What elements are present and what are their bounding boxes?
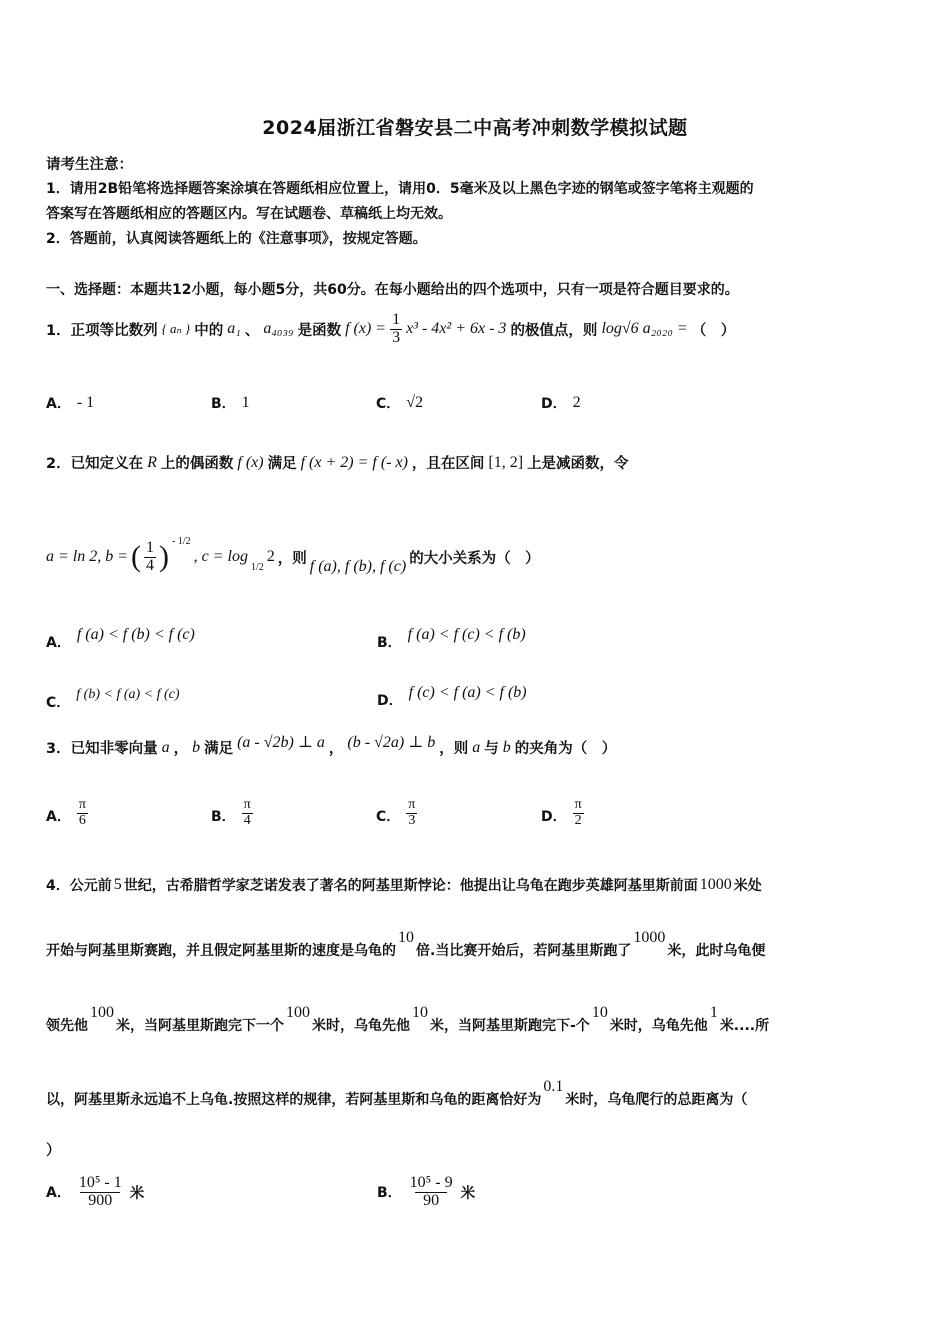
q4-n1: 1 bbox=[709, 1004, 718, 1021]
q4-l4-text-b: 米时，乌龟爬行的总距离为（ bbox=[565, 1092, 748, 1108]
q4-option-a-label: A． bbox=[46, 1185, 71, 1202]
q4-n1000b: 1000 bbox=[633, 929, 666, 946]
q2-log-base: 1/2 bbox=[251, 561, 264, 573]
q4-option-b-num: 10⁵ - 9 bbox=[409, 1174, 453, 1191]
q2-quarter-den: 4 bbox=[146, 556, 155, 574]
q3-option-c-num: π bbox=[408, 797, 416, 812]
q1-option-d[interactable] bbox=[541, 393, 706, 413]
q1-frac-den: 3 bbox=[392, 328, 401, 346]
q2-text-3: 满足 bbox=[267, 456, 297, 472]
q3-option-b-den: 4 bbox=[243, 812, 251, 828]
question-1 bbox=[46, 312, 735, 347]
q3-vector-b-2: b bbox=[502, 738, 511, 756]
q4-l3-text-b: 米，当阿基里斯跑完下一个 bbox=[116, 1018, 284, 1034]
q2-condition: f (x + 2) = f (- x) bbox=[300, 453, 408, 471]
q3-text-2: 满足 bbox=[204, 741, 234, 757]
q2-text-2: 上的偶函数 bbox=[160, 456, 234, 472]
q4-l3-text-c: 米时，乌龟先他 bbox=[312, 1018, 410, 1034]
q4-l2-text-a: 开始与阿基里斯赛跑，并且假定阿基里斯的速度是乌龟的 bbox=[46, 943, 396, 959]
q4-l2-text-c: 米，此时乌龟便 bbox=[667, 943, 766, 959]
q4-n100a: 100 bbox=[90, 1004, 114, 1021]
question-3 bbox=[46, 733, 617, 758]
q1-text-1: 1．正项等比数列 bbox=[46, 322, 158, 339]
q1-option-b-value: 1 bbox=[241, 394, 250, 411]
q4-option-b-unit: 米 bbox=[460, 1185, 476, 1202]
q4-option-a-frac bbox=[77, 1175, 124, 1210]
q4-option-b-frac bbox=[408, 1175, 455, 1210]
q4-n10c: 10 bbox=[591, 1004, 608, 1021]
q1-frac-num: 1 bbox=[392, 311, 401, 328]
q2-option-d[interactable] bbox=[377, 676, 527, 710]
section-heading: 一、选择题：本题共12小题，每小题5分，共60分。在每小题给出的四个选项中，只有一项是符合题目要求的。 bbox=[46, 282, 739, 298]
q4-l1-text-a: 4．公元前 bbox=[46, 878, 112, 894]
q3-option-d-num: π bbox=[574, 797, 582, 812]
q3-option-b[interactable] bbox=[211, 798, 376, 828]
q4-n10b: 10 bbox=[412, 1004, 428, 1021]
q4-line-1 bbox=[46, 875, 762, 895]
q4-line-2 bbox=[46, 929, 766, 960]
q1-option-a[interactable] bbox=[46, 393, 211, 413]
q1-log: log√6 a₂₀₂₀ = bbox=[601, 320, 688, 338]
q3-vector-b: b bbox=[192, 738, 201, 756]
q1-option-c-value: √2 bbox=[406, 394, 424, 411]
q2-option-a-label: A． bbox=[46, 635, 71, 651]
q2-text-5: 上是减函数，令 bbox=[527, 456, 629, 472]
q4-l2-text-b: 倍.当比赛开始后，若阿基里斯跑了 bbox=[416, 943, 632, 959]
notice-line-3: 2．答题前，认真阅读答题纸上的《注意事项》，按规定答题。 bbox=[46, 231, 427, 247]
q1-option-d-value: 2 bbox=[572, 394, 581, 411]
q2-fs: f (a), f (b), f (c) bbox=[309, 558, 407, 576]
q1-option-c[interactable] bbox=[376, 393, 541, 413]
question-2 bbox=[46, 452, 629, 473]
q2-option-d-value: f (c) < f (a) < f (b) bbox=[408, 684, 527, 701]
q1-option-d-label: D． bbox=[541, 396, 567, 412]
q4-option-b-den: 90 bbox=[415, 1192, 447, 1210]
q4-l3-text-d: 米，当阿基里斯跑完下-个 bbox=[430, 1018, 590, 1034]
q2-fx: f (x) bbox=[237, 453, 264, 471]
q4-n1000a: 1000 bbox=[699, 876, 732, 893]
q4-option-a-unit: 米 bbox=[129, 1185, 145, 1202]
q2-interval: [1, 2] bbox=[488, 453, 524, 471]
q2-exponent: - 1/2 bbox=[172, 535, 191, 547]
q3-condition-2: (b - √2a) ⊥ b bbox=[347, 733, 436, 751]
q3-option-d[interactable] bbox=[541, 798, 706, 828]
q2-option-b-label: B． bbox=[377, 635, 402, 651]
q4-option-a-num: 10⁵ - 1 bbox=[78, 1174, 122, 1191]
q2-text-4: ，且在区间 bbox=[411, 456, 485, 472]
q4-line-3 bbox=[46, 1004, 770, 1035]
notice-line-1: 1．请用2B铅笔将选择题答案涂填在答题纸相应位置上，请用0．5毫米及以上黑色字迹的钢笔或签字笔将主观题的 bbox=[46, 181, 754, 197]
q2-paren-close: ) bbox=[159, 540, 170, 574]
q1-fraction bbox=[390, 312, 402, 347]
q3-option-c-den: 3 bbox=[408, 812, 416, 828]
q2-option-c[interactable] bbox=[46, 678, 180, 712]
q3-option-b-label: B． bbox=[211, 809, 236, 826]
q4-l3-text-f: 米....所 bbox=[719, 1018, 770, 1034]
q3-option-d-label: D． bbox=[541, 809, 567, 826]
q1-option-b[interactable] bbox=[211, 393, 376, 413]
q2-option-d-label: D． bbox=[377, 693, 403, 709]
q2-abc-c: , c = log bbox=[193, 548, 248, 566]
q2-quarter-num: 1 bbox=[146, 539, 155, 556]
q2-option-c-value: f (b) < f (a) < f (c) bbox=[76, 687, 180, 702]
q1-option-b-label: B． bbox=[211, 396, 236, 412]
q4-line-4 bbox=[46, 1078, 748, 1109]
q3-option-b-frac bbox=[242, 798, 253, 828]
q3-option-a-frac bbox=[77, 798, 88, 828]
q2-abc-line bbox=[46, 535, 540, 576]
q3-options bbox=[46, 798, 706, 828]
q2-text-1: 2．已知定义在 bbox=[46, 456, 144, 472]
q1-func-rhs: x³ - 4x² + 6x - 3 bbox=[406, 320, 507, 338]
q4-n100b: 100 bbox=[286, 1004, 310, 1021]
notice-line-2: 答案写在答题纸相应的答题区内。写在试题卷、草稿纸上均无效。 bbox=[46, 206, 452, 222]
q3-option-a-label: A． bbox=[46, 809, 71, 826]
q4-option-b[interactable] bbox=[377, 1175, 475, 1210]
q1-text-5: （ ） bbox=[691, 322, 736, 339]
q4-n10a: 10 bbox=[398, 929, 414, 946]
q2-text-7: 的大小关系为（ ） bbox=[409, 550, 540, 567]
q3-option-d-frac bbox=[573, 798, 584, 828]
q1-options bbox=[46, 393, 706, 413]
q2-option-a[interactable] bbox=[46, 618, 195, 652]
q1-text-3: 是函数 bbox=[297, 322, 342, 339]
q2-paren-open: ( bbox=[131, 540, 142, 574]
q3-text-4: 与 bbox=[484, 741, 499, 757]
q3-option-c-frac bbox=[406, 798, 417, 828]
q4-option-a-den: 900 bbox=[80, 1192, 120, 1210]
q2-option-c-label: C． bbox=[46, 695, 71, 711]
q3-option-b-num: π bbox=[243, 797, 251, 812]
q4-l4-text-a: 以，阿基里斯永远追不上乌龟.按照这样的规律，若阿基里斯和乌龟的距离恰好为 bbox=[46, 1092, 542, 1108]
q1-option-a-label: A． bbox=[46, 396, 71, 412]
q4-l3-text-e: 米时，乌龟先他 bbox=[609, 1018, 708, 1034]
q1-text-2: 中的 bbox=[194, 322, 224, 339]
q2-option-b[interactable] bbox=[377, 618, 526, 652]
q2-text-6: ，则 bbox=[277, 550, 307, 567]
q1-option-a-value: - 1 bbox=[76, 394, 95, 411]
q3-comma-2: ， bbox=[328, 741, 344, 757]
q3-vector-a-2: a bbox=[472, 738, 481, 756]
q3-option-a-den: 6 bbox=[78, 812, 86, 828]
q4-option-b-label: B． bbox=[377, 1185, 402, 1202]
q3-comma: ， bbox=[173, 741, 189, 757]
q3-vector-a: a bbox=[161, 738, 170, 756]
q2-log-arg: 2 bbox=[266, 548, 275, 566]
q4-option-a[interactable] bbox=[46, 1175, 144, 1210]
q2-quarter bbox=[144, 540, 156, 575]
q3-option-a[interactable] bbox=[46, 798, 211, 828]
q4-n01: 0.1 bbox=[543, 1078, 564, 1095]
q4-l1-text-c: 米处 bbox=[733, 878, 762, 894]
q4-n5: 5 bbox=[113, 876, 122, 893]
q2-R: R bbox=[147, 453, 157, 471]
q1-sep: 、 bbox=[244, 322, 260, 339]
q3-text-1: 3．已知非零向量 bbox=[46, 741, 158, 757]
page-title: 2024届浙江省磐安县二中高考冲刺数学模拟试题 bbox=[262, 117, 688, 139]
q1-a1: a₁ bbox=[227, 320, 241, 338]
q3-text-3: ，则 bbox=[439, 741, 469, 757]
notice-heading: 请考生注意： bbox=[46, 157, 133, 173]
q3-option-c-label: C． bbox=[376, 809, 401, 826]
q1-func-lhs: f (x) = bbox=[345, 320, 387, 338]
q2-abc-a: a = ln 2, b = bbox=[46, 548, 129, 566]
q3-option-d-den: 2 bbox=[574, 812, 582, 828]
q3-condition-1: (a - √2b) ⊥ a bbox=[237, 733, 325, 751]
q3-text-5: 的夹角为（ ） bbox=[514, 741, 617, 757]
q4-l3-text-a: 领先他 bbox=[46, 1018, 88, 1034]
q2-option-a-value: f (a) < f (b) < f (c) bbox=[76, 626, 195, 643]
q1-text-4: 的极值点，则 bbox=[510, 322, 598, 339]
q4-l1-text-b: 世纪，古希腊哲学家芝诺发表了著名的阿基里斯悖论：他提出让乌龟在跑步英雄阿基里斯前面 bbox=[123, 878, 698, 894]
q3-option-a-num: π bbox=[78, 797, 86, 812]
q1-option-c-label: C． bbox=[376, 396, 401, 412]
q4-line-5: ） bbox=[46, 1143, 61, 1159]
q1-sequence: { aₙ } bbox=[161, 321, 191, 337]
q1-a4039: a₄₀₃₉ bbox=[263, 320, 294, 338]
q3-option-c[interactable] bbox=[376, 798, 541, 828]
q2-option-b-value: f (a) < f (c) < f (b) bbox=[407, 626, 526, 643]
